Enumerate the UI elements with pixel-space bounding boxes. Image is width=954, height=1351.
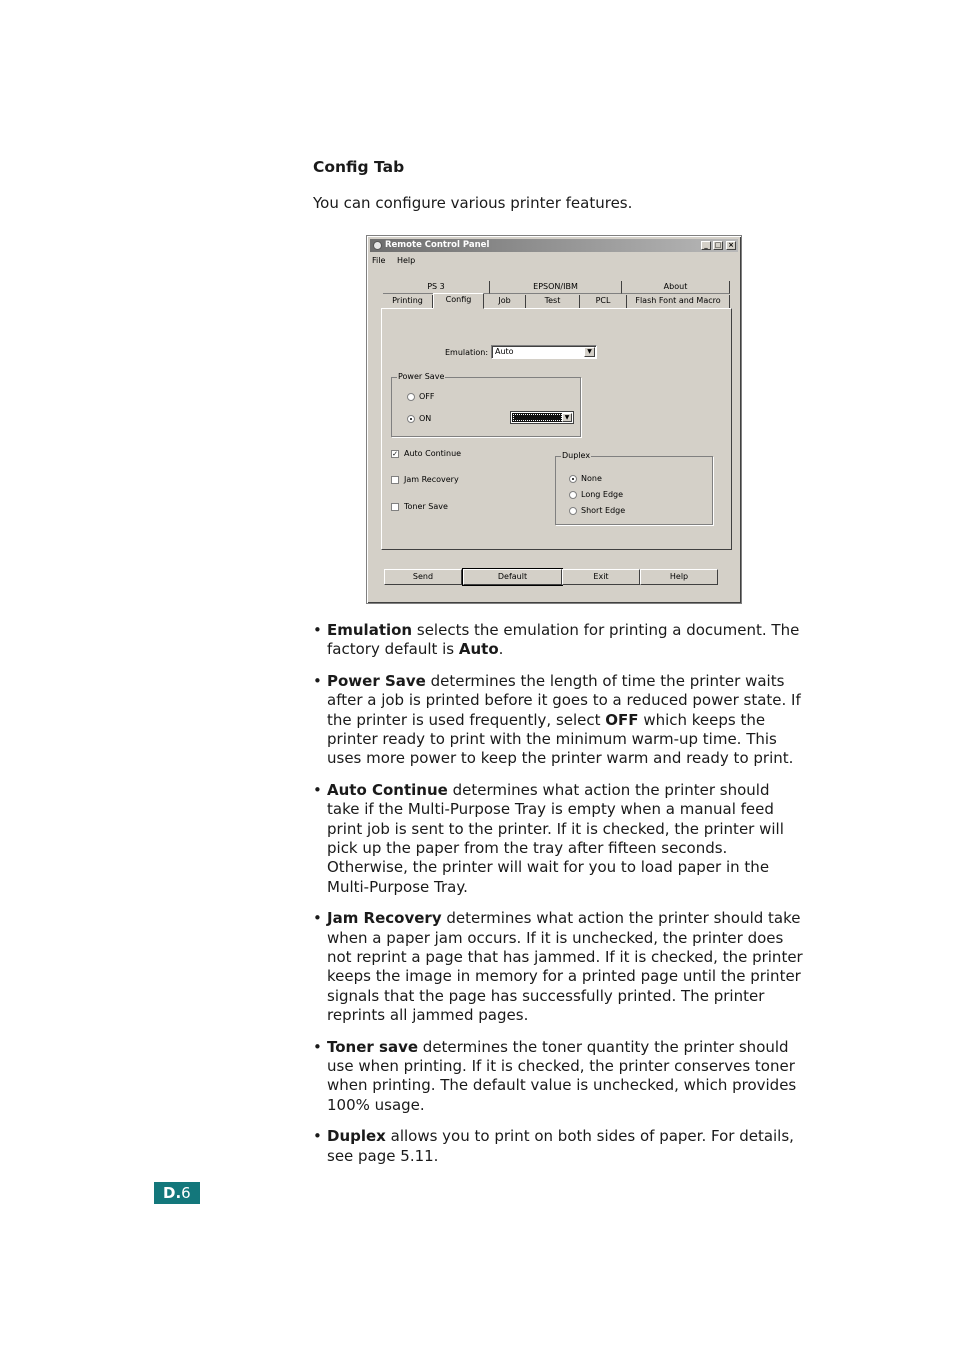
bullet-term: Emulation — [327, 621, 413, 639]
list-item: • Emulation selects the emulation for printing a document. The factory default is Auto. — [313, 621, 800, 659]
tab-pcl[interactable]: PCL — [580, 295, 627, 308]
menu-bar — [372, 255, 424, 267]
list-item: • Jam Recovery determines what action the printer should take when a paper jam occurs. If it is unchecked, the printer does not reprint a page that has jammed. If it is checked, the printer keeps the image in memory for a printed page until the printer signals that the page has successfully printed. The printer reprints all jammed pages. — [313, 909, 803, 1024]
emulation-label: Emulation: — [445, 348, 489, 357]
window-title: Remote Control Panel — [385, 240, 490, 250]
toner-save-label: Toner Save — [404, 502, 448, 511]
tab-config[interactable]: Config — [433, 293, 484, 309]
page-number-badge: D.6 — [154, 1182, 200, 1204]
auto-continue-label: Auto Continue — [404, 449, 462, 458]
duplex-none-radio[interactable] — [569, 475, 577, 483]
printer-app-icon — [373, 241, 382, 250]
bullet-term: Jam Recovery — [327, 909, 442, 928]
window-titlebar — [370, 239, 738, 252]
duplex-group — [555, 451, 713, 525]
jam-recovery-checkbox[interactable] — [391, 476, 399, 484]
list-item: • Power Save determines the length of time the printer waits after a job is printed before it goes to a reduced power state. If the printer is used frequently, select OFF which keeps the printer ready to print with the minimum warm-up time. This uses more power to keep the printer warm and ready to print. — [313, 672, 801, 768]
default-button[interactable]: Default — [463, 569, 562, 585]
bullet-term: Power Save — [327, 672, 426, 691]
help-button[interactable]: Help — [640, 569, 718, 585]
bullet-term: Auto Continue — [327, 781, 448, 800]
chevron-down-icon[interactable]: ▼ — [584, 347, 595, 357]
power-save-title: Power Save — [398, 372, 445, 381]
tab-ps3[interactable]: PS 3 — [383, 281, 490, 294]
close-icon[interactable]: × — [726, 241, 736, 250]
power-save-time-select[interactable] — [510, 411, 574, 424]
send-button[interactable]: Send — [384, 569, 462, 585]
config-panel — [381, 308, 732, 550]
list-item: • Toner save determines the toner quantity the printer should use when printing. If it is checked, the printer conserves toner when printing. The default value is unchecked, which provides 100% usage. — [313, 1037, 797, 1114]
tab-printing[interactable]: Printing — [383, 295, 433, 308]
power-save-off-radio[interactable] — [407, 393, 415, 401]
maximize-icon[interactable]: □ — [714, 241, 722, 249]
duplex-long-edge-label: Long Edge — [581, 490, 624, 499]
power-save-off-label: OFF — [419, 392, 435, 401]
power-save-on-label: ON — [419, 414, 432, 423]
bullet-term: Toner save — [327, 1037, 419, 1056]
minimize-icon[interactable]: _ — [701, 241, 711, 250]
tab-epson-ibm[interactable]: EPSON/IBM — [490, 281, 622, 294]
tab-test[interactable]: Test — [526, 295, 580, 308]
list-item: • Auto Continue determines what action the printer should take if the Multi-Purpose Tray is empty when a manual feed print job is sent to the printer. If it is checked, the printer will pick up the paper from the tray after fifteen seconds. Otherwise, the printer will wait for you to load paper in the Multi-Purpose Tray. — [313, 781, 784, 896]
menu-help[interactable]: Help — [396, 256, 416, 265]
remote-control-panel-window — [366, 235, 742, 604]
duplex-short-edge-radio[interactable] — [569, 507, 577, 515]
auto-continue-checkbox[interactable]: ✓ — [392, 450, 398, 458]
power-save-group — [391, 372, 581, 437]
jam-recovery-label: Jam Recovery — [404, 475, 459, 484]
tab-job[interactable]: Job — [484, 295, 526, 308]
tab-flash-font-and-macro[interactable]: Flash Font and Macro — [627, 295, 730, 308]
toner-save-checkbox[interactable] — [391, 503, 399, 511]
power-save-on-radio[interactable] — [407, 415, 415, 423]
chevron-down-icon[interactable]: ▼ — [562, 413, 572, 422]
duplex-none-label: None — [581, 474, 602, 483]
feature-descriptions — [313, 621, 803, 1178]
duplex-long-edge-radio[interactable] — [569, 491, 577, 499]
menu-file[interactable]: File — [372, 256, 386, 265]
exit-button[interactable]: Exit — [562, 569, 640, 585]
duplex-title: Duplex — [562, 451, 591, 460]
emulation-value: Auto — [495, 347, 514, 356]
tab-about[interactable]: About — [622, 281, 730, 294]
bullet-term: Duplex — [327, 1127, 386, 1146]
section-title: Config Tab — [313, 158, 405, 176]
intro-text: You can configure various printer features. — [313, 194, 633, 212]
power-save-time-value — [512, 413, 563, 422]
emulation-select[interactable] — [491, 345, 597, 359]
duplex-short-edge-label: Short Edge — [581, 506, 626, 515]
list-item: • Duplex allows you to print on both sides of paper. For details, see page 5.11. — [313, 1127, 794, 1165]
